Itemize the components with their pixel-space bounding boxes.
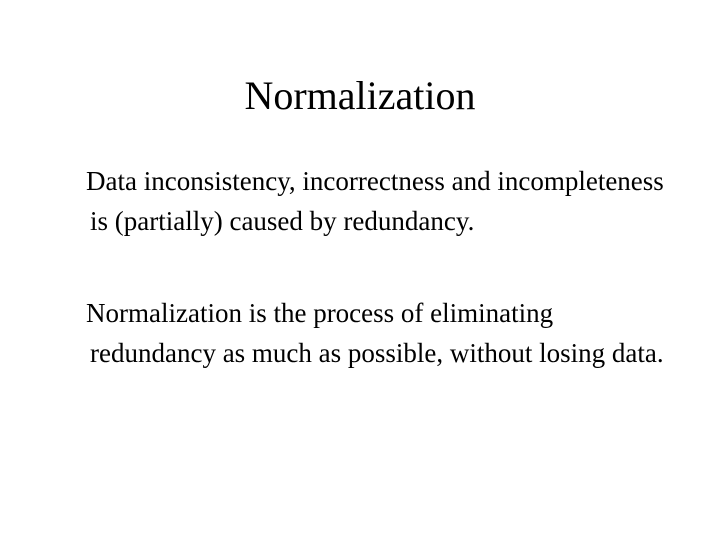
slide-body <box>88 162 668 373</box>
body-paragraph-normalization-definition: Normalization is the process of eliminating redundancy as much as possible, without losing data. <box>86 298 664 368</box>
body-paragraph-redundancy-causes: Data inconsistency, incorrectness and incompleteness is (partially) caused by redundancy. <box>86 166 664 236</box>
slide-title: Normalization <box>244 73 476 118</box>
